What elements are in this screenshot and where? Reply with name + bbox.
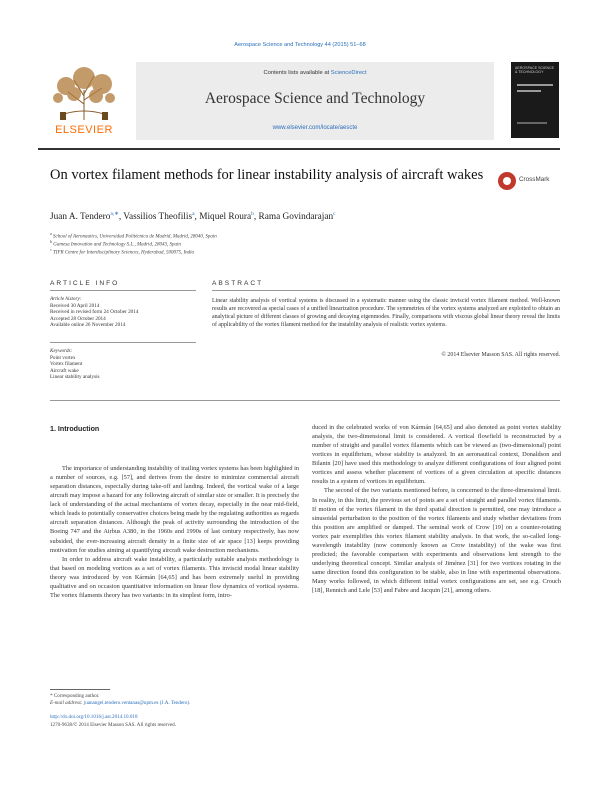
keyword-item: Vortex filament bbox=[50, 361, 83, 368]
affiliation bbox=[50, 247, 550, 256]
cover-title: AEROSPACE SCIENCE & TECHNOLOGY bbox=[515, 66, 555, 75]
article-title: On vortex filament methods for linear instability analysis of aircraft wakes bbox=[50, 167, 484, 183]
affiliation-text: TIFR Centre for Interdisciplinary Sciences, Hyderabad, 500075, India bbox=[53, 250, 195, 256]
email-label: E-mail address: bbox=[50, 700, 83, 706]
body-column-left bbox=[50, 464, 299, 600]
body-paragraph: In order to address aircraft wake instability, a particularly suitable analysis methodology is that based on modeling vortices as a set of vortex filaments. This inviscid modal linear stability theory was introduced by von Kármán [64,65] and has been extremely useful in providing qualitative and on occasion quantitative information on linear flow dynamics of vortical systems. The vortex filaments theory has two variants: in its simplest form, intro- bbox=[50, 555, 299, 599]
keywords bbox=[50, 348, 190, 381]
author-name[interactable]: Vassilios Theofilis bbox=[123, 212, 193, 223]
author-name[interactable]: Miquel Roura bbox=[199, 212, 252, 223]
elsevier-logo bbox=[38, 62, 130, 140]
keyword-item: Aircraft wake bbox=[50, 367, 79, 374]
journal-cover-image bbox=[511, 62, 559, 138]
publisher-wordmark: ELSEVIER bbox=[55, 124, 113, 136]
author-affiliation-mark[interactable]: a bbox=[192, 211, 195, 217]
issn-copyright: 1270-9638/© 2014 Elsevier Masson SAS. All rights reserved. bbox=[50, 722, 176, 728]
body-paragraph: The second of the two variants mentioned before, is concerned to the three-dimensional limit. In reality, in this limit, the previous set of points are a set of straight and parallel vortex filaments. If motion of the vortex filament in the third spatial direction is permitted, one may introduce a sinusoidal perturbation to the position of the vortex filaments and study whether deviations from this position are amplified or damped. The seminal work of Crow [19] on a counter-rotating vortex pair exemplifies this vortex filament stability analysis. In that work, the so-called long-wavelength instability (now commonly known as Crow instability) of the wake was first predicted; the favorable comparison with experiments and observations lent strength to the underlying theoretical concept. Similar analysis of Jiménez [31] for two vortices rotating in the same direction found this configuration to be stable, also in line with experimental observations. Many works followed, in which different initial vortex configurations are set, see e.g. Crouch [18], Rennich and Lele [53] and Fabre and Jacquin [21], among others. bbox=[312, 487, 561, 595]
keyword-item: Point vortex bbox=[50, 354, 76, 361]
author-name[interactable]: Juan A. Tendero bbox=[50, 212, 111, 223]
section-heading-introduction: 1. Introduction bbox=[50, 425, 100, 433]
journal-homepage-link[interactable]: www.elsevier.com/locate/aescte bbox=[272, 125, 358, 131]
email-link[interactable]: juanangel.tendero.ventanas@upm.es (J.A. Tendero). bbox=[83, 700, 191, 706]
history-label: Article history: bbox=[50, 296, 82, 302]
footnote-corresponding bbox=[50, 693, 310, 699]
body-paragraph: duced in the celebrated works of von Kármán [64,65] and also denoted as point vortex stability analysis, the two-dimensional limit is considered. A vortical flowfield is reconstructed by a number of straight and parallel vortex filaments which can be viewed as (two-dimensional) point vortices in equilibrium, whose stability is analyzed. In an aeronautical context, Donaldson and Bilanin [20] have used this methodology to analyze different configurations of four aligned point vortices and assess whether placement of vortices of a given circulation at specific distances results in a system of vortices in equilibrium. bbox=[312, 424, 561, 486]
affiliation-text: Gamesa Innovation and Technology S.L., Madrid, 28043, Spain bbox=[53, 242, 181, 248]
journal-title: Aerospace Science and Technology bbox=[204, 90, 426, 107]
doi-link[interactable]: http://dx.doi.org/10.1016/j.ast.2014.10.018 bbox=[50, 714, 138, 720]
author-affiliation-mark[interactable]: b bbox=[251, 211, 254, 217]
cover-stripe bbox=[517, 122, 547, 124]
abstract-heading: ABSTRACT bbox=[212, 280, 264, 287]
article-history bbox=[50, 296, 190, 329]
author-name[interactable]: Rama Govindarajan bbox=[258, 212, 334, 223]
elsevier-tree-icon bbox=[44, 64, 124, 122]
author-list: Juan A. Tendero$^{a,∗}$, Vassilios Theofilis$^a$, Miquel Roura$^b$, Rama Govindarajan$^c$ bbox=[50, 211, 336, 223]
contents-line bbox=[136, 70, 494, 76]
author-affiliation-mark[interactable]: c bbox=[333, 211, 336, 217]
article-info-heading: ARTICLE INFO bbox=[50, 280, 120, 287]
cover-stripe bbox=[517, 84, 553, 86]
footnote-rule bbox=[50, 689, 110, 690]
sciencedirect-link[interactable]: ScienceDirect bbox=[330, 70, 367, 76]
history-item: Received 30 April 2014 bbox=[50, 302, 100, 309]
masthead-rule bbox=[38, 148, 560, 150]
author-affiliation-mark[interactable]: a,∗ bbox=[110, 211, 119, 217]
masthead-banner bbox=[136, 62, 494, 140]
keywords-rule bbox=[50, 342, 196, 343]
keyword-item: Linear stability analysis bbox=[50, 374, 100, 381]
article-info-rule bbox=[50, 290, 196, 291]
front-matter-rule bbox=[50, 400, 560, 401]
crossmark-icon bbox=[498, 172, 516, 190]
body-column-right bbox=[312, 423, 561, 595]
affiliation-mark: b bbox=[50, 239, 52, 244]
history-item: Available online 26 November 2014 bbox=[50, 322, 126, 329]
cover-stripe bbox=[517, 90, 541, 92]
corresponding-author-note: Corresponding author. bbox=[53, 693, 100, 699]
abstract-copyright: © 2014 Elsevier Masson SAS. All rights reserved. bbox=[441, 352, 560, 358]
affiliation-mark: a bbox=[50, 231, 52, 236]
footnote-star: * bbox=[50, 693, 53, 699]
history-item: Accepted 28 October 2014 bbox=[50, 315, 106, 322]
abstract-rule bbox=[212, 290, 560, 291]
body-paragraph: The importance of understanding instability of trailing vortex systems has been highlighted in a number of sources, e.g. [57], and derives from the desire to minimize commercial aircraft separation distances, especially during take-off and landing. Indeed, the vortical wake of a large aircraft may impose a hazard for any following aircraft of similar size or smaller. It is precisely the lack of understanding of the actual mechanisms of vortex decay, especially in the near mid-field, which leads to potentially conservative choices being made by the regulating authorities as regards aircraft separation distances. Although the peak of activity surrounding the introduction of the Boeing 747 and the Airbus A380, in the 1960s and 1990s of last century respectively, has now subsided, the ever-increasing aircraft density in a finite size of air space [13] keeps providing motivation for studies aiming at quantifying aircraft wake destruction mechanisms. bbox=[50, 465, 299, 554]
journal-reference[interactable]: Aerospace Science and Technology 44 (2015) 51–68 bbox=[234, 42, 366, 48]
affiliation-text: School of Aeronautics, Universidad Politécnica de Madrid, Madrid, 28040, Spain bbox=[53, 234, 217, 240]
affiliation-mark: c bbox=[50, 247, 52, 252]
contents-prefix: Contents lists available at bbox=[263, 70, 330, 76]
abstract-text: Linear stability analysis of vortical systems is discussed in a systematic manner using the classic inviscid vortex filament method. Well-known results are recovered as special cases of a unified linearization procedure. The symmetries of the vortex systems analyzed are exploited to obtain an analytical picture of different classes of growing and decaying eigenmodes. Finally, comparisons with viscous global linear theory reveal the limits of applicability of the vortex filament method for the instability analysis of realistic vortex systems. bbox=[212, 298, 560, 328]
history-item: Received in revised form 24 October 2014 bbox=[50, 309, 139, 316]
crossmark-label: CrossMark bbox=[519, 176, 550, 183]
keywords-label: Keywords: bbox=[50, 348, 73, 354]
footnote-email bbox=[50, 700, 310, 706]
